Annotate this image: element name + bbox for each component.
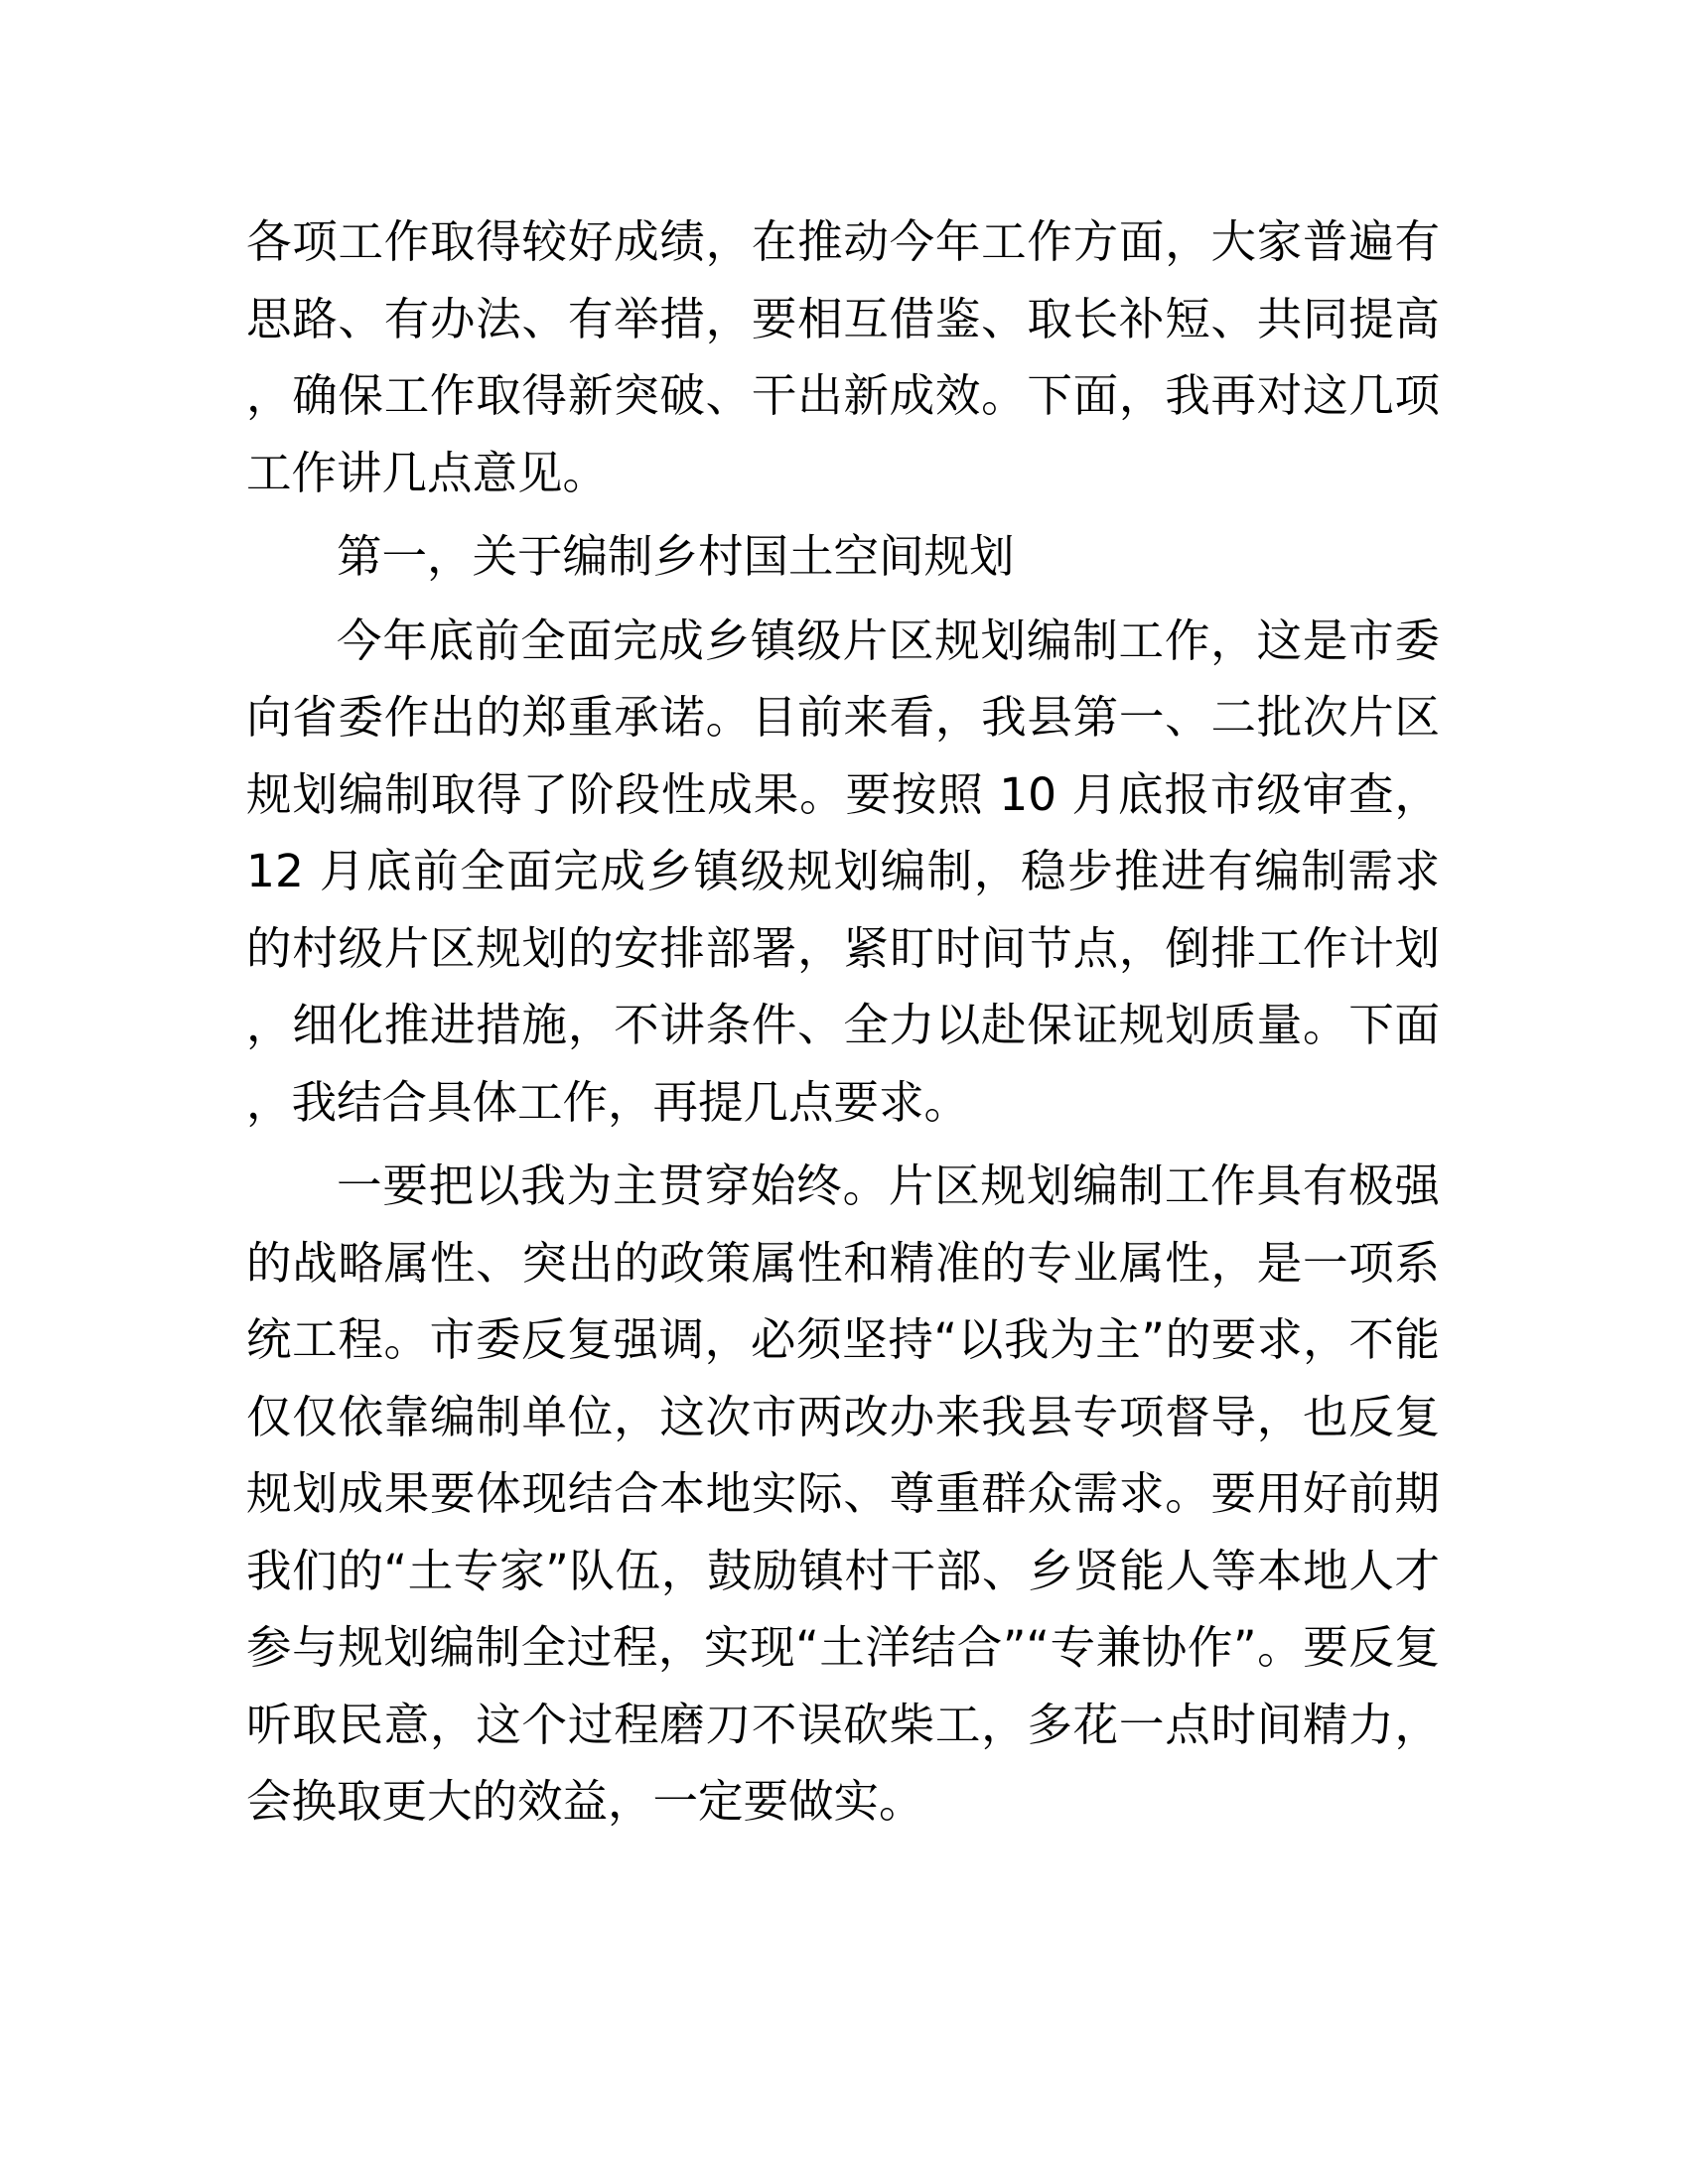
section-heading: 第一，关于编制乡村国土空间规划 [337,530,1015,583]
document-body [246,204,1440,1847]
paragraph-requirement-one: 一要把以我为主贯穿始终。片区规划编制工作具有极强的战略属性、突出的政策属性和精准的专业属性，是一项系统工程。市委反复强调，必须坚持“以我为主”的要求，不能仅仅依靠编制单位，这次市两改办来我县专项督导，也反复规划成果要体现结合本地实际、尊重群众需求。要用好前期我们的“土专家”队伍，鼓励镇村干部、乡贤能人等本地人才参与规划编制全过程，实现“土洋结合”“专兼协作”。要反复听取民意，这个过程磨刀不误砍柴工，多花一点时间精力，会换取更大的效益，一定要做实。 [246,1160,1440,1828]
paragraph-deadline: 今年底前全面完成乡镇级片区规划编制工作，这是市委向省委作出的郑重承诺。目前来看，我县第一、二批次片区规划编制取得了阶段性成果。要按照 10 月底报市级审查，12 月底前全面完成乡镇级规划编制，稳步推进有编制需求的村级片区规划的安排部署，紧盯时间节点，倒排工作计划，细化推进措施，不讲条件、全力以赴保证规划质量。下面，我结合具体工作，再提几点要求。 [246,614,1440,1129]
paragraph-continuation: 各项工作取得较好成绩，在推动今年工作方面，大家普遍有思路、有办法、有举措，要相互借鉴、取长补短、共同提高，确保工作取得新突破、干出新成效。下面，我再对这几项工作讲几点意见。 [246,215,1440,499]
